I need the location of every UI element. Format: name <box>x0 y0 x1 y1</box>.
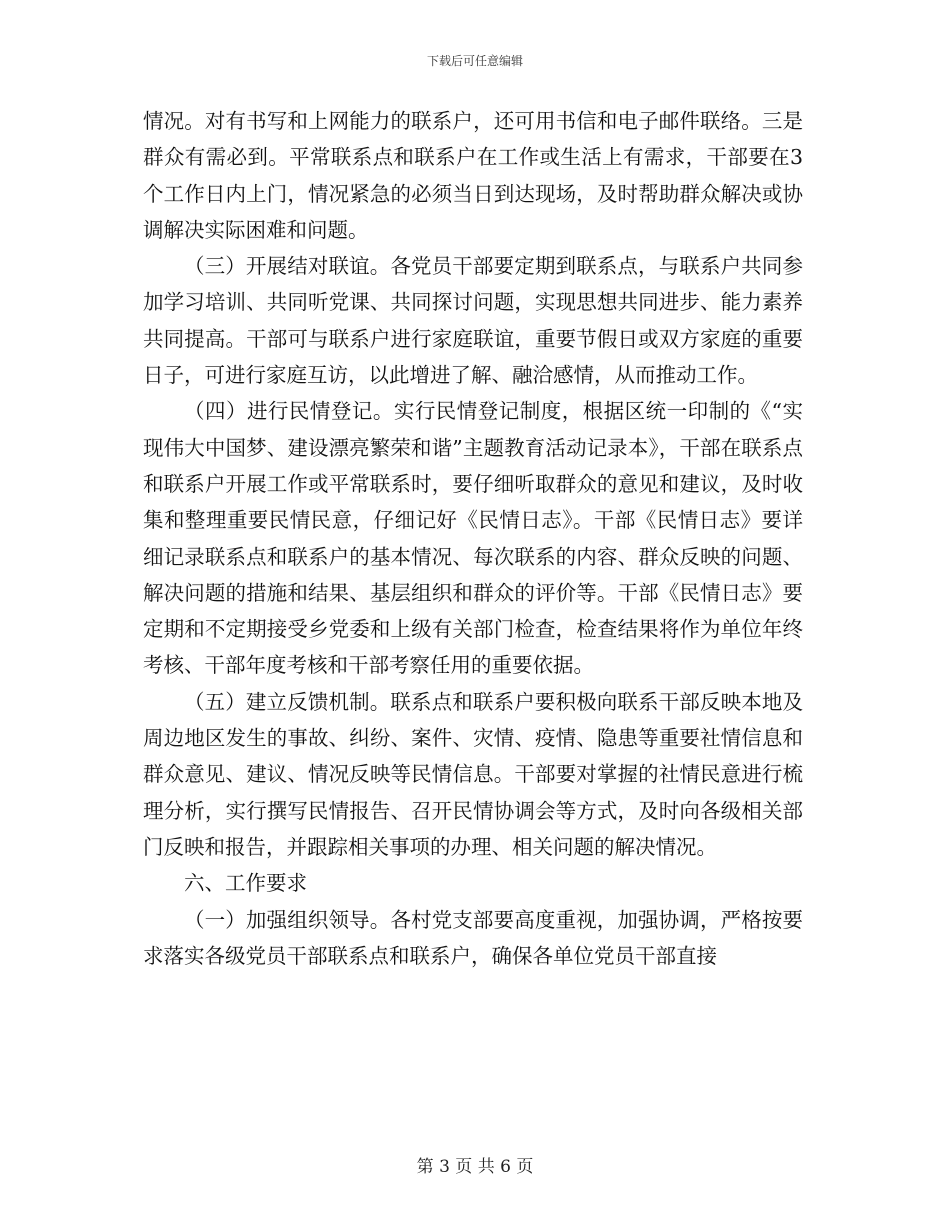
paragraph-section-3: （三）开展结对联谊。各党员干部要定期到联系点，与联系户共同参加学习培训、共同听党课、共同探讨问题，实现思想共同进步、能力素养共同提高。干部可与联系户进行家庭联谊，重要节假日或双方家庭的重要日子，可进行家庭互访，以此增进了解、融洽感情，从而推动工作。 <box>143 254 803 388</box>
document-body <box>143 103 803 974</box>
paragraph-section-4: （四）进行民情登记。实行民情登记制度，根据区统一印制的《“实现伟大中国梦、建设漂亮繁荣和谐”主题教育活动记录本》，干部在联系点和联系户开展工作或平常联系时，要仔细听取群众的意见和建议，及时收集和整理重要民情民意，仔细记好《民情日志》。干部《民情日志》要详细记录联系点和联系户的基本情况、每次联系的内容、群众反映的问题、解决问题的措施和结果、基层组织和群众的评价等。干部《民情日志》要定期和不定期接受乡党委和上级有关部门检查，检查结果将作为单位年终考核、干部年度考核和干部考察任用的重要依据。 <box>143 399 803 678</box>
paragraph-section-5: （五）建立反馈机制。联系点和联系户要积极向联系干部反映本地及周边地区发生的事故、纠纷、案件、灾情、疫情、隐患等重要社情信息和群众意见、建议、情况反映等民情信息。干部要对掌握的社情民意进行梳理分析，实行撰写民情报告、召开民情协调会等方式，及时向各级相关部门反映和报告，并跟踪相关事项的办理、相关问题的解决情况。 <box>143 689 803 859</box>
page-header: 下载后可任意编辑 <box>426 54 523 68</box>
paragraph-continuation: 情况。对有书写和上网能力的联系户，还可用书信和电子邮件联络。三是群众有需必到。平常联系点和联系户在工作或生活上有需求，干部要在3个工作日内上门，情况紧急的必须当日到达现场，及时帮助群众解决或协调解决实际困难和问题。 <box>143 109 803 242</box>
paragraph-requirement-1: （一）加强组织领导。各村党支部要高度重视，加强协调，严格按要求落实各级党员干部联系点和联系户，确保各单位党员干部直接 <box>143 907 803 968</box>
section-heading-work-requirements: 六、工作要求 <box>184 871 307 896</box>
page-number: 第 3 页 共 6 页 <box>416 1157 534 1177</box>
